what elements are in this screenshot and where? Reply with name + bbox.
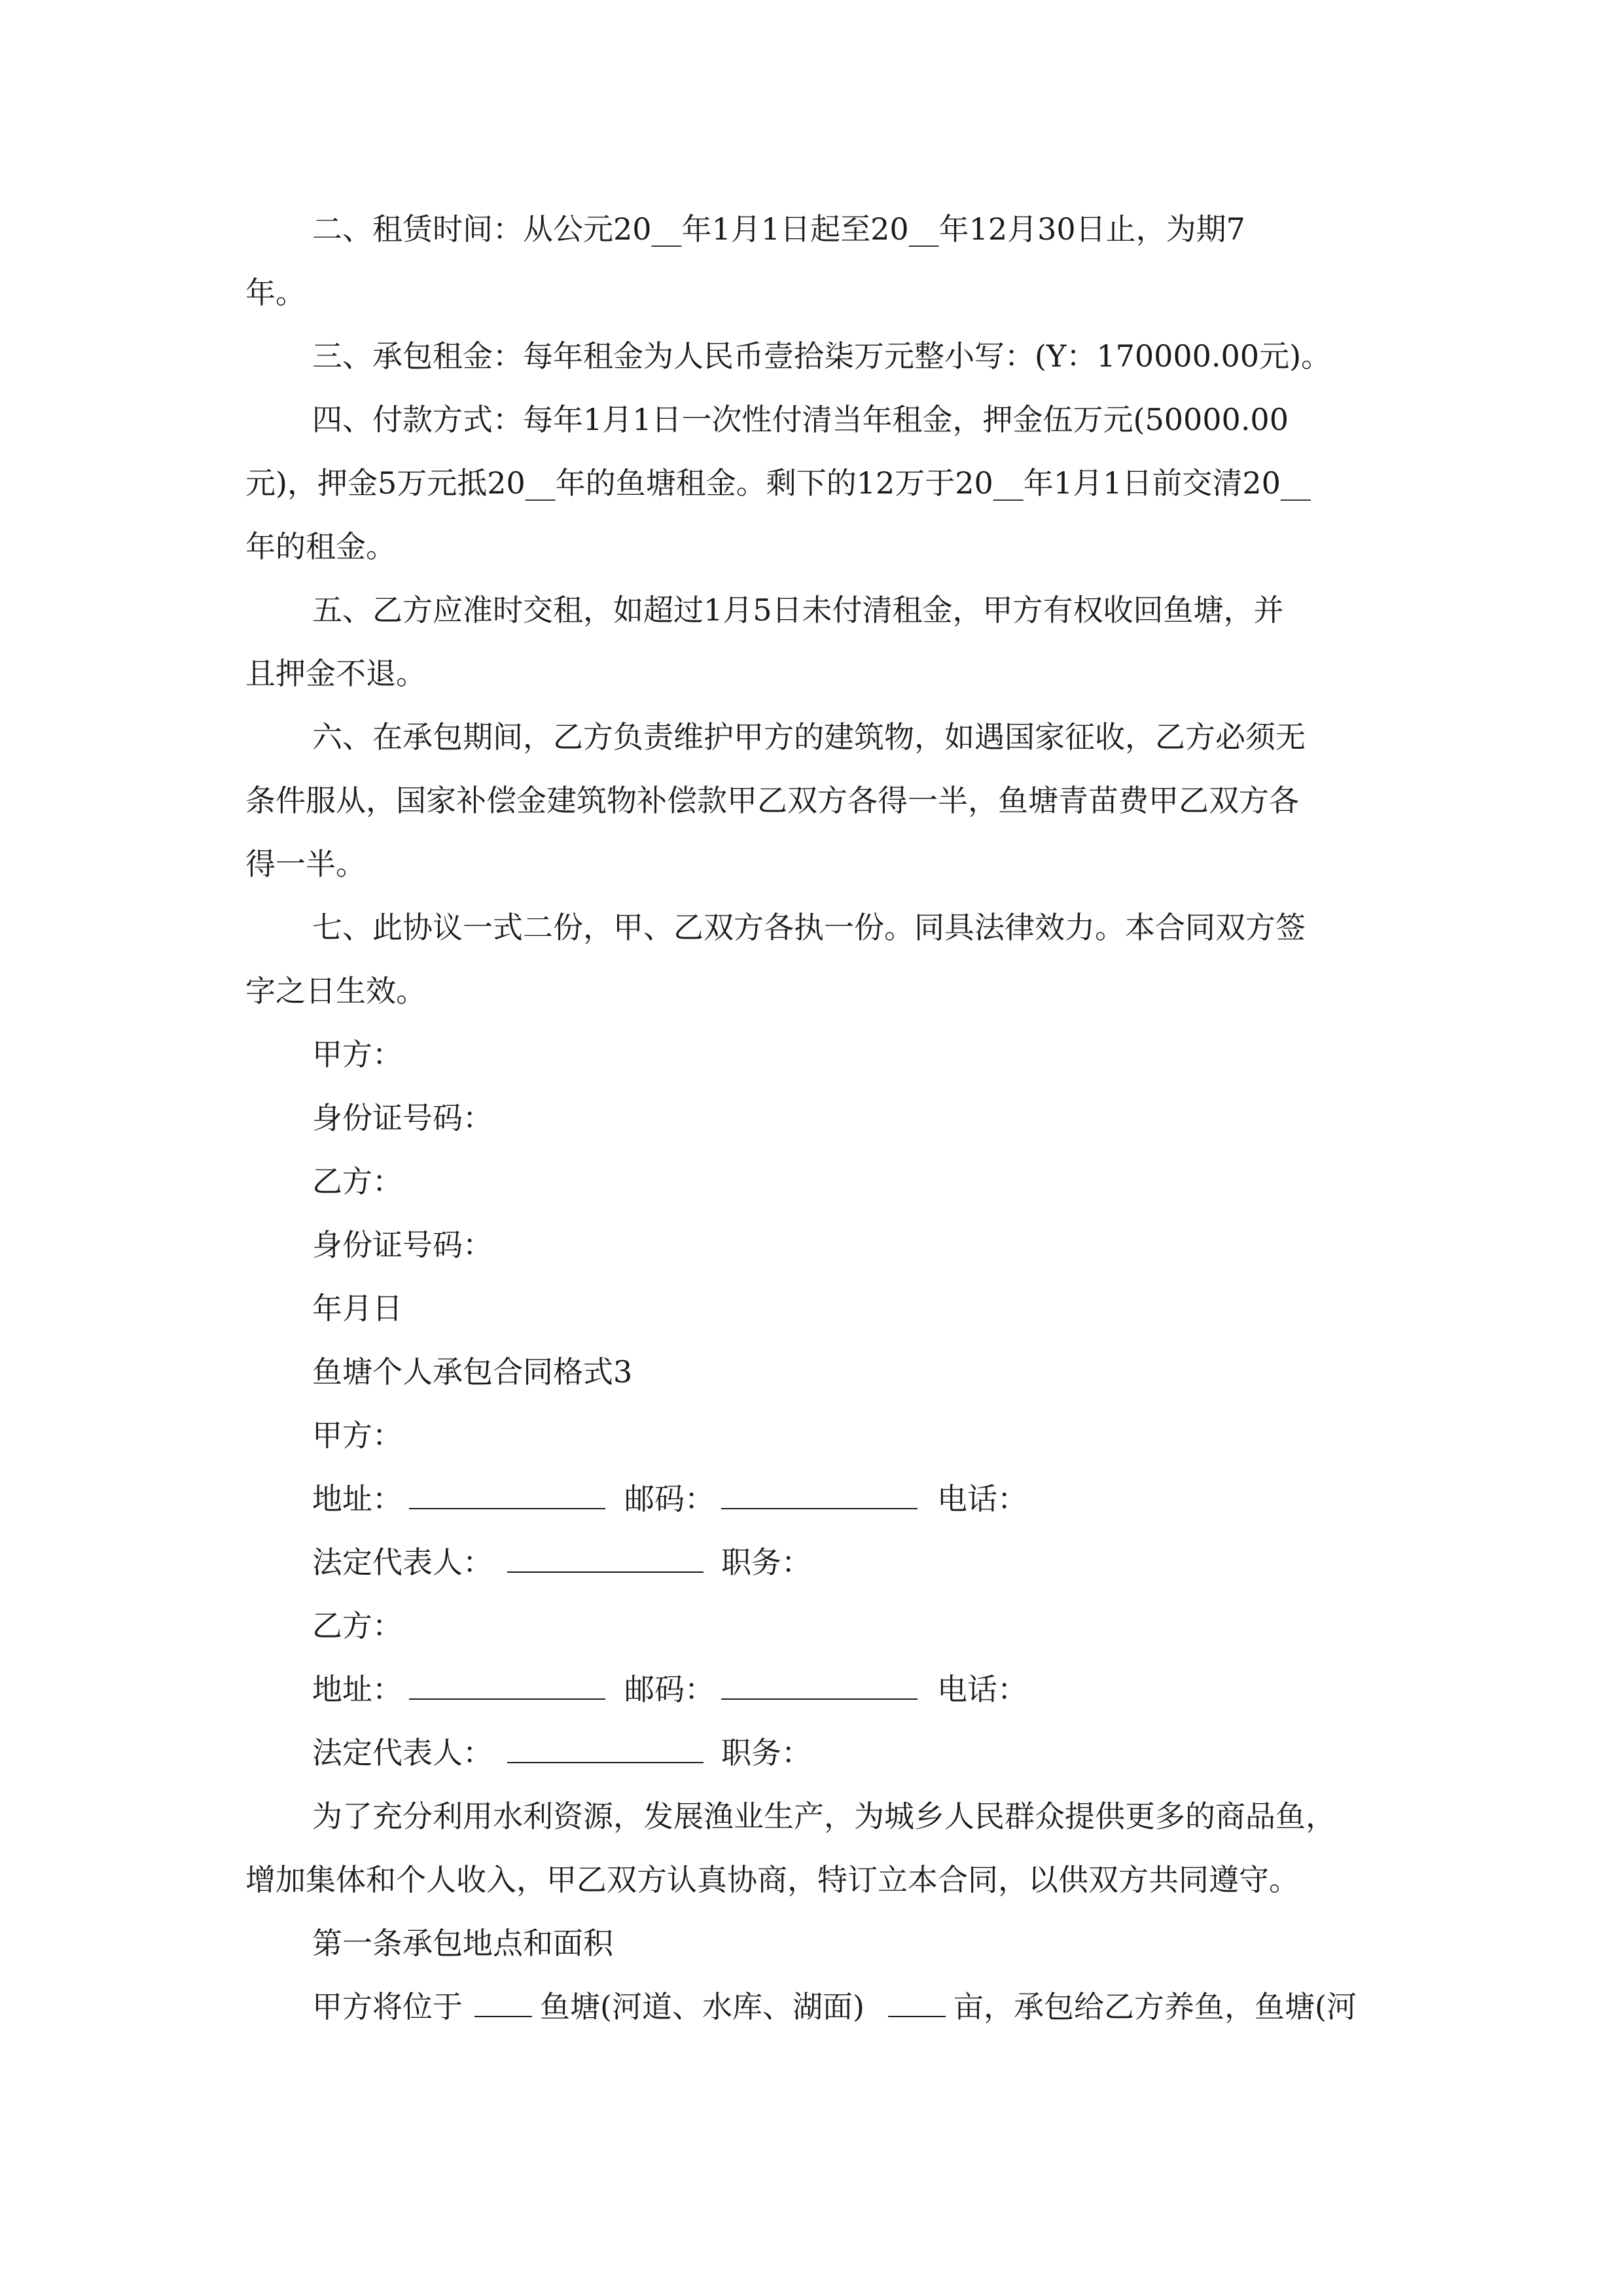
section-title: 鱼塘个人承包合同格式3 [312,1354,633,1390]
party-a-postcode-label: 邮码： [624,1481,715,1516]
contract-party-b-label: 乙方： [312,1608,402,1643]
party-b-rep-label: 法定代表人： [312,1735,493,1770]
location-blank [474,1990,532,2017]
party-b-rep-row [312,1733,1097,1772]
article-1-text-part-2: 鱼塘(河道、水库、湖面) [540,1989,865,2024]
party-a-rep-blank [507,1545,704,1573]
clause-2-line-1: 二、租赁时间：从公元20__年1月1日起至20__年12月30日止，为期7 [312,211,1245,247]
article-1-text-part-3: 亩，承包给乙方养鱼，鱼塘(河 [954,1989,1357,2024]
party-b-rep-blank [507,1736,704,1763]
date-label: 年月日 [312,1291,402,1326]
party-b-address-blank [409,1672,605,1700]
area-blank [888,1990,946,2017]
clause-5-line-1: 五、乙方应准时交租，如超过1月5日未付清租金，甲方有权收回鱼塘，并 [312,592,1284,628]
preamble-line-1: 为了充分利用水利资源，发展渔业生产，为城乡人民群众提供更多的商品鱼， [312,1799,1336,1834]
article-1-line-1 [312,1987,1385,2026]
party-b-postcode-blank [721,1672,918,1700]
article-1-title: 第一条承包地点和面积 [312,1926,613,1961]
clause-7-line-2: 字之日生效。 [245,973,426,1009]
party-a-title-label: 职务： [721,1545,812,1580]
party-b-label: 乙方： [312,1164,402,1199]
article-1-text-part-1: 甲方将位于 [312,1989,463,2024]
preamble-line-2: 增加集体和个人收入，甲乙双方认真协商，特订立本合同，以供双方共同遵守。 [245,1862,1299,1897]
party-b-postcode-label: 邮码： [624,1672,715,1707]
party-a-rep-label: 法定代表人： [312,1545,493,1580]
clause-4-line-3: 年的租金。 [245,529,396,564]
party-a-rep-row [312,1543,1097,1582]
clause-4-line-1: 四、付款方式：每年1月1日一次性付清当年租金，押金伍万元(50000.00 [312,402,1289,437]
party-a-postcode-blank [721,1482,918,1509]
clause-3: 三、承包租金：每年租金为人民币壹拾柒万元整小写：(Y：170000.00元)。 [312,338,1332,374]
party-a-address-blank [409,1482,605,1509]
clause-7-line-1: 七、此协议一式二份，甲、乙双方各执一份。同具法律效力。本合同双方签 [312,910,1306,945]
clause-6-line-3: 得一半。 [245,846,366,882]
party-a-address-label: 地址： [312,1481,402,1516]
contract-party-a-label: 甲方： [312,1418,402,1453]
party-b-address-row [312,1670,1097,1709]
party-a-label: 甲方： [312,1037,402,1072]
party-b-id-label: 身份证号码： [312,1227,493,1263]
clause-6-line-2: 条件服从，国家补偿金建筑物补偿款甲乙双方各得一半，鱼塘青苗费甲乙双方各 [245,783,1299,818]
clause-4-line-2: 元)，押金5万元抵20__年的鱼塘租金。剩下的12万于20__年1月1日前交清20__ [245,465,1311,501]
party-b-phone-label: 电话： [937,1672,1027,1707]
clause-2-line-2: 年。 [245,275,306,310]
clause-5-line-2: 且押金不退。 [245,656,426,691]
party-a-id-label: 身份证号码： [312,1100,493,1136]
party-a-phone-label: 电话： [937,1481,1027,1516]
party-b-title-label: 职务： [721,1735,812,1770]
party-a-address-row [312,1479,1097,1518]
clause-6-line-1: 六、在承包期间，乙方负责维护甲方的建筑物，如遇国家征收，乙方必须无 [312,719,1306,755]
party-b-address-label: 地址： [312,1672,402,1707]
